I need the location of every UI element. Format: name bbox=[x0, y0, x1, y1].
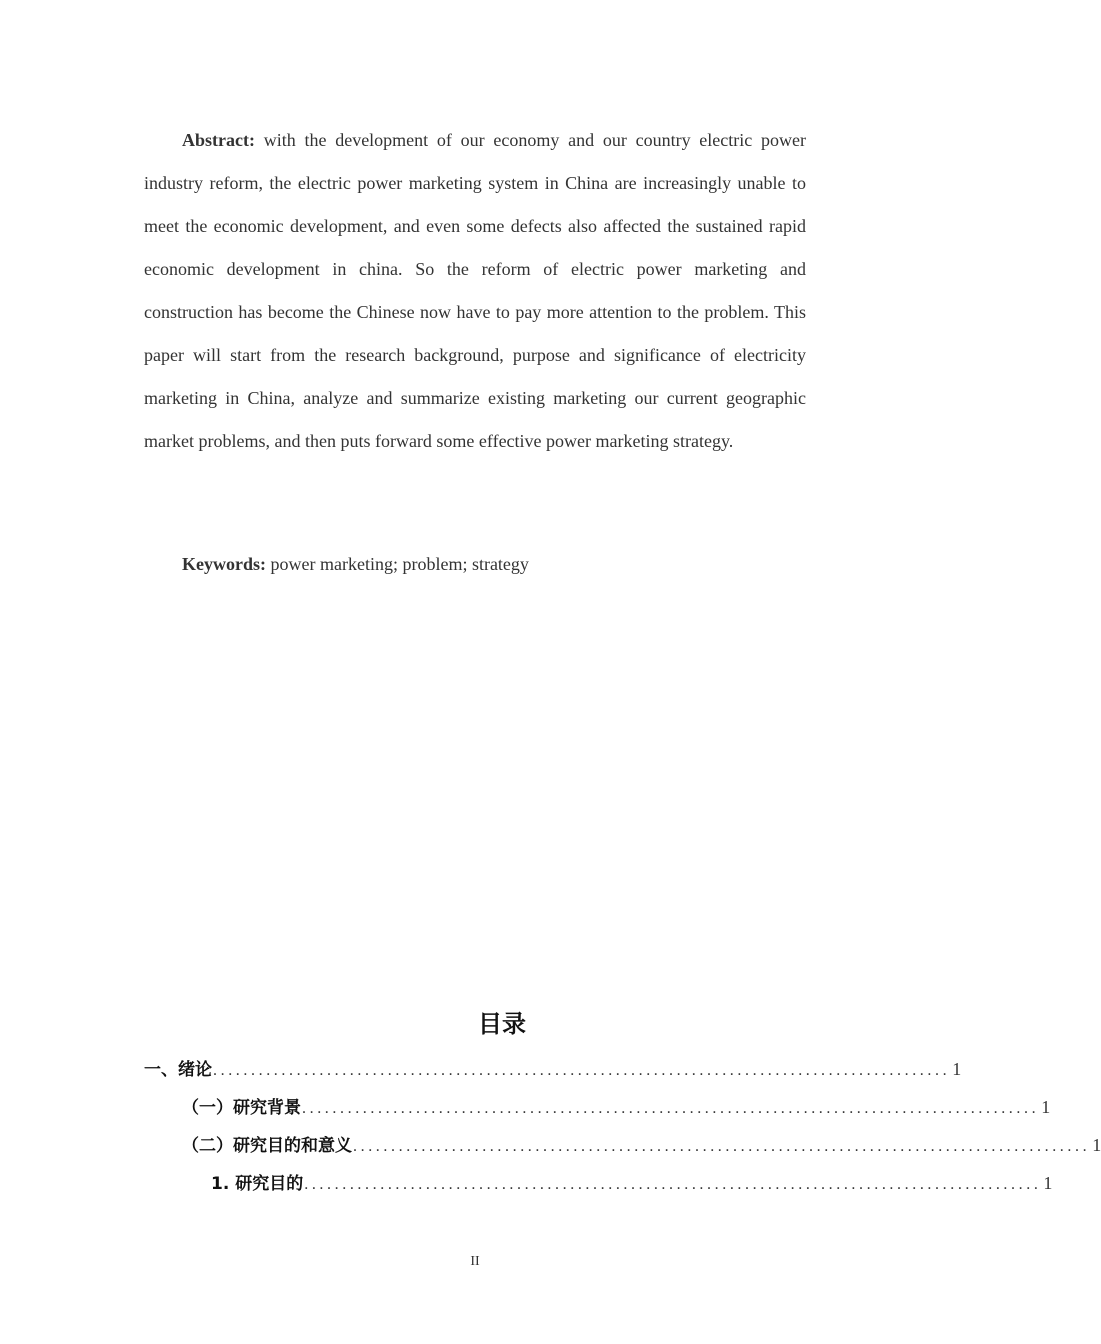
toc-leader-dots: ................................................................................................. bbox=[304, 1176, 1042, 1193]
toc-leader-dots: ................................................................................................. bbox=[353, 1138, 1091, 1155]
abstract-label: Abstract: bbox=[182, 130, 255, 150]
toc-leader-dots: ................................................................................................. bbox=[302, 1100, 1040, 1117]
toc-entry-page: 1 bbox=[1043, 1173, 1053, 1193]
keywords-text: power marketing; problem; strategy bbox=[266, 554, 529, 574]
toc-entry[interactable] bbox=[182, 1090, 1051, 1118]
toc-entry-label: 1. 研究目的 bbox=[211, 1174, 304, 1194]
toc-entry-label: 一、绪论 bbox=[144, 1060, 212, 1080]
toc-entry-label: （一）研究背景 bbox=[182, 1098, 301, 1118]
page-number: II bbox=[470, 1254, 480, 1269]
toc-leader-dots: ................................................................................................. bbox=[213, 1062, 951, 1079]
keywords-label: Keywords: bbox=[182, 554, 266, 574]
toc-entry[interactable] bbox=[144, 1052, 962, 1080]
toc-title: 目录 bbox=[478, 1010, 526, 1038]
toc-entry-page: 1 bbox=[952, 1059, 962, 1079]
abstract-paragraph bbox=[144, 119, 806, 463]
toc-entry-page: 1 bbox=[1041, 1097, 1051, 1117]
toc-entry-label: （二）研究目的和意义 bbox=[182, 1136, 352, 1156]
abstract-text: with the development of our economy and our country electric power industry reform, the electric power marketing system in China are increasingly unable to meet the economic development, and even some defects also affected the sustained rapid economic development in china. So the reform of electric power marketing and construction has become the Chinese now have to pay more attention to the problem. This paper will start from the research background, purpose and significance of electricity marketing in China, analyze and summarize existing marketing our current geographic market problems, and then puts forward some effective power marketing strategy. bbox=[144, 130, 806, 451]
toc-entry-page: 1 bbox=[1092, 1135, 1101, 1155]
keywords-paragraph bbox=[182, 550, 802, 578]
toc-entry[interactable] bbox=[182, 1128, 1101, 1156]
toc-entry[interactable] bbox=[211, 1166, 1053, 1194]
